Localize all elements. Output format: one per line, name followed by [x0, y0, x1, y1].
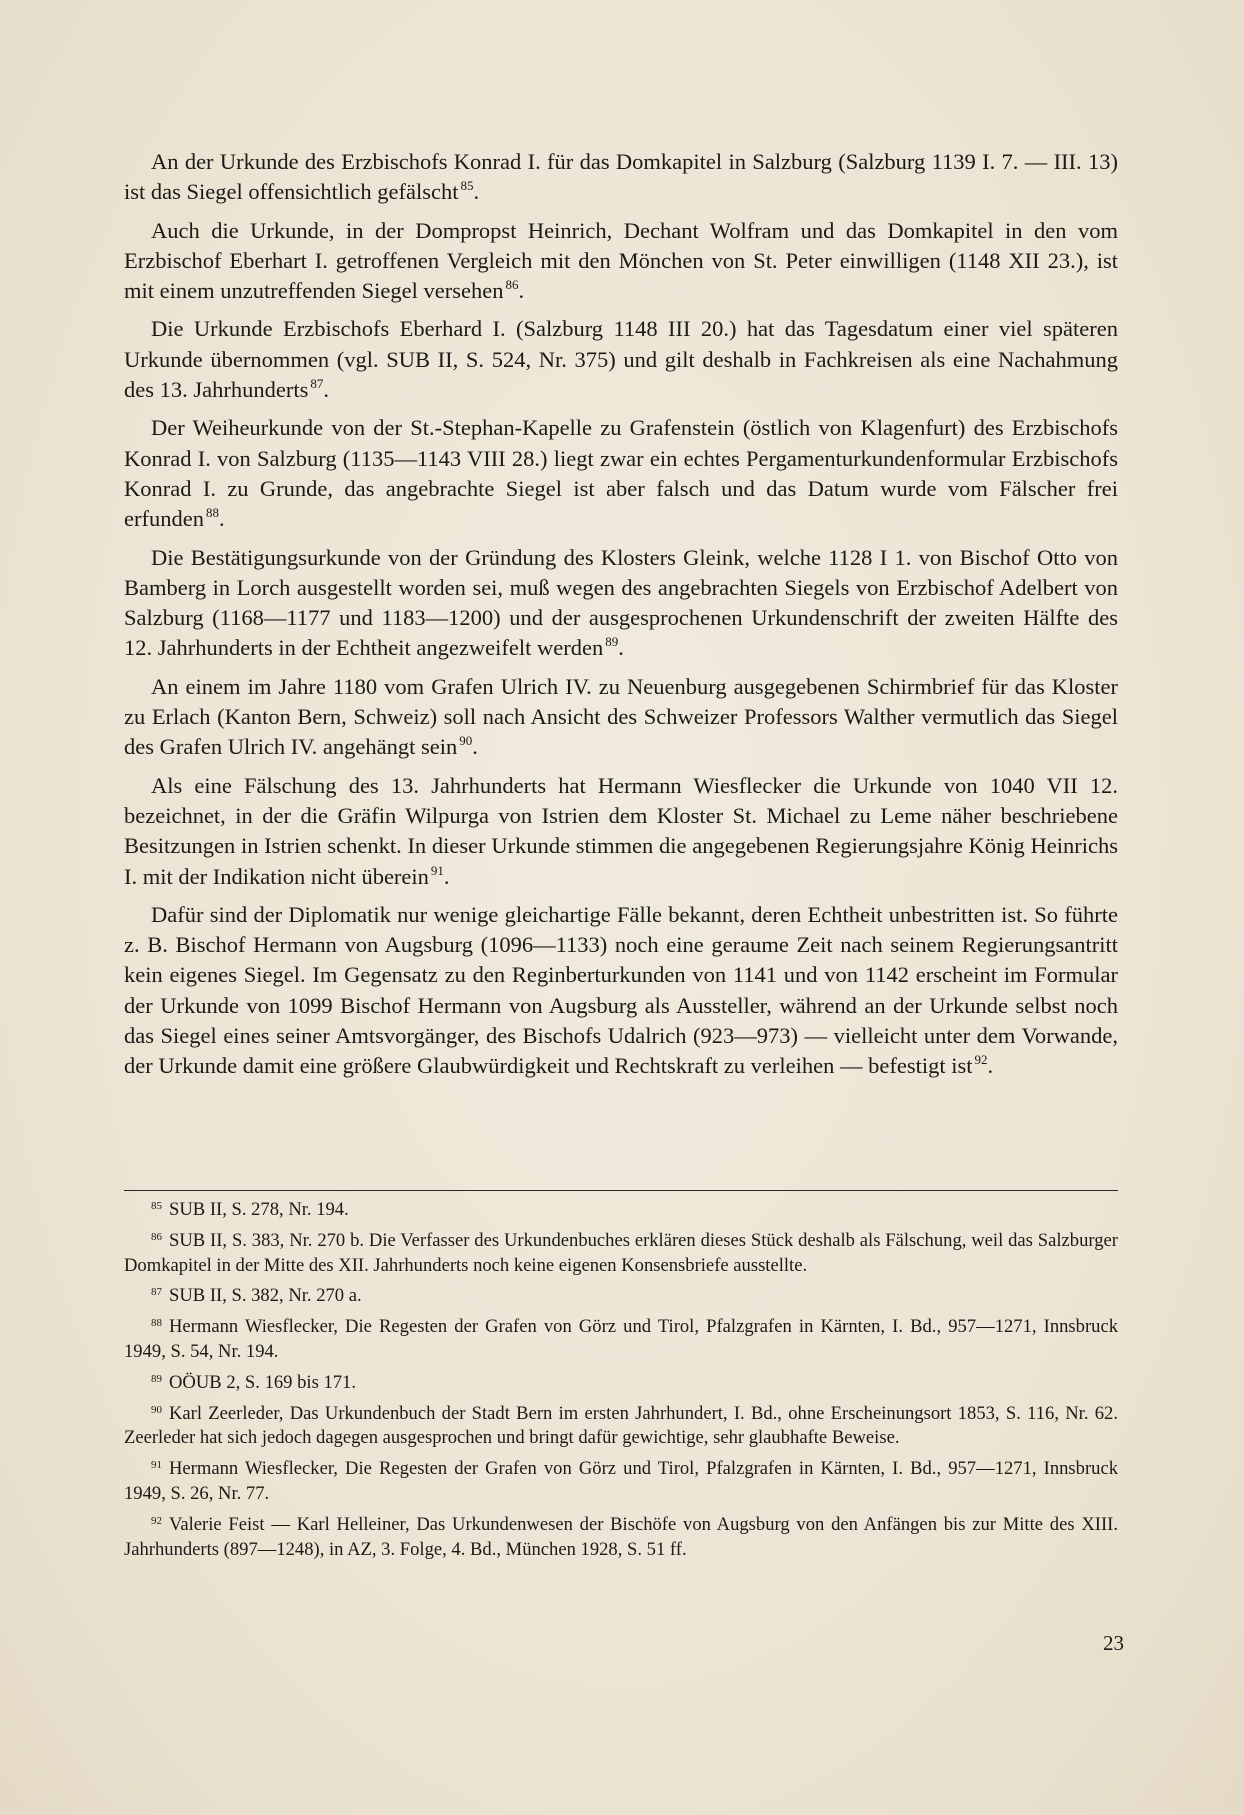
- paragraph: [124, 216, 1118, 307]
- paragraph-text: An der Urkunde des Erzbischofs Konrad I. für das Domkapitel in Salzburg (Salzburg 1139 I. 7. — III. 13) ist das Siegel offensichtlich gefälscht: [124, 149, 1118, 205]
- footnote-reference: 85: [460, 178, 474, 194]
- paragraph-text: Dafür sind der Diplomatik nur wenige gleichartige Fälle bekannt, deren Echtheit unbestritten ist. So führte z. B. Bischof Hermann von Augsburg (1096—1133) noch eine geraume Zeit nach seinem Regierungsantritt kein eigenes Siegel. Im Gegensatz zu den Reginberturkunden von 1141 und von 1142 erscheint im Formular der Urkunde von 1099 Bischof Hermann von Augsburg als Aussteller, während an der Urkunde selbst noch das Siegel eines seiner Amtsvorgänger, des Bischofs Udalrich (923—973) — vielleicht unter dem Vorwande, der Urkunde damit eine größere Glaubwürdigkeit und Rechtskraft zu verleihen — befestigt ist: [124, 901, 1118, 1079]
- footnote-number: 90: [151, 1403, 162, 1416]
- footnote-reference: 87: [310, 376, 324, 392]
- paragraph: [124, 314, 1118, 405]
- paragraph-text: Als eine Fälschung des 13. Jahrhunderts hat Hermann Wiesflecker die Urkunde von 1040 VII 12. bezeichnet, in der die Gräfin Wilpurga von Istrien dem Kloster St. Michael zu Leme näher beschriebene Besitzungen in Istrien schenkt. In dieser Urkunde stimmen die angegebenen Regierungsjahre König Heinrichs I. mit der Indikation nicht überein: [124, 772, 1118, 889]
- footnote-reference: 91: [430, 862, 444, 878]
- paragraph: [124, 900, 1118, 1082]
- paragraph-end: .: [618, 635, 624, 661]
- footnote-number: 88: [151, 1317, 162, 1330]
- paragraph: [124, 672, 1118, 763]
- paragraph-end: .: [443, 863, 450, 889]
- footnote-number: 92: [151, 1514, 162, 1527]
- footnote-reference: 90: [459, 733, 473, 749]
- footnote-text: OÖUB 2, S. 169 bis 171.: [169, 1371, 356, 1393]
- footnote: [124, 1198, 1118, 1223]
- footnote-text: SUB II, S. 382, Nr. 270 a.: [169, 1285, 362, 1307]
- paragraph-text: Die Bestätigungsurkunde von der Gründung des Klosters Gleink, welche 1128 I 1. von Bischof Otto von Bamberg in Lorch ausgestellt worden sei, muß wegen des angebrachten Siegels von Erzbischof Adelbert von Salzburg (1168—1177 und 1183—1200) und der ausgesprochenen Urkundenschrift der zweiten Hälfte des 12. Jahrhunderts in der Echtheit angezweifelt werden: [124, 544, 1118, 661]
- footnote-number: 91: [151, 1459, 162, 1472]
- paragraph-end: .: [987, 1053, 994, 1079]
- paragraph-end: .: [473, 179, 480, 205]
- paragraph: [124, 543, 1118, 664]
- footnote-reference: 86: [505, 277, 519, 293]
- paragraph-end: .: [323, 377, 329, 403]
- footnote: [124, 1315, 1118, 1365]
- paragraph: [124, 771, 1118, 892]
- main-text: [124, 147, 1118, 1090]
- footnote-reference: 88: [205, 505, 219, 521]
- footnote-reference: 92: [974, 1052, 988, 1068]
- footnote-reference: 89: [605, 634, 619, 650]
- footnote: [124, 1402, 1118, 1452]
- footnote-text: Valerie Feist — Karl Helleiner, Das Urkundenwesen der Bischöfe von Augsburg von den Anfängen bis zur Mitte des XIII. Jahrhunderts (897—1248), in AZ, 3. Folge, 4. Bd., München 1928, S. 51 ff.: [124, 1513, 1118, 1560]
- footnote-number: 85: [151, 1200, 162, 1212]
- paragraph-end: .: [218, 506, 225, 532]
- paragraph-text: Auch die Urkunde, in der Dompropst Heinrich, Dechant Wolfram und das Domkapitel in den vom Erzbischof Eberhart I. getroffenen Vergleich mit den Mönchen von St. Peter einwilligen (1148 XII 23.), ist mit einem unzutreffenden Siegel versehen: [124, 217, 1118, 304]
- paragraph-text: Die Urkunde Erzbischofs Eberhard I. (Salzburg 1148 III 20.) hat das Tagesdatum einer viel späteren Urkunde übernommen (vgl. SUB II, S. 524, Nr. 375) und gilt deshalb in Fachkreisen als eine Nachahmung des 13. Jahrhunderts: [124, 316, 1118, 403]
- footnote-text: Hermann Wiesflecker, Die Regesten der Grafen von Görz und Tirol, Pfalzgrafen in Kärnten, I. Bd., 957—1271, Innsbruck 1949, S. 26, Nr. 77.: [124, 1458, 1118, 1504]
- paragraph: [124, 413, 1118, 534]
- footnote: [124, 1229, 1118, 1279]
- paragraph-end: .: [518, 278, 525, 304]
- footnote: [124, 1457, 1118, 1507]
- footnote-number: 89: [151, 1372, 162, 1385]
- footnote: [124, 1284, 1118, 1309]
- footnote-divider: [124, 1190, 1118, 1191]
- paragraph-end: .: [472, 734, 478, 760]
- footnote-text: SUB II, S. 278, Nr. 194.: [169, 1199, 349, 1220]
- footnote-number: 87: [151, 1286, 162, 1299]
- paragraph: [124, 147, 1118, 208]
- footnote: [124, 1513, 1118, 1563]
- paragraph-text: An einem im Jahre 1180 vom Grafen Ulrich IV. zu Neuenburg ausgegebenen Schirmbrief für das Kloster zu Erlach (Kanton Bern, Schweiz) soll nach Ansicht des Schweizer Professors Walther vermutlich das Siegel des Grafen Ulrich IV. angehängt sein: [124, 673, 1118, 760]
- footnote-text: Karl Zeerleder, Das Urkundenbuch der Stadt Bern im ersten Jahrhundert, I. Bd., ohne Erscheinungsort 1853, S. 116, Nr. 62. Zeerleder hat sich jedoch dagegen ausgesprochen und bringt dafür gewichtige, sehr glaubhafte Beweise.: [124, 1402, 1118, 1449]
- footnote-text: Hermann Wiesflecker, Die Regesten der Grafen von Görz und Tirol, Pfalzgrafen in Kärnten, I. Bd., 957—1271, Innsbruck 1949, S. 54, Nr. 194.: [124, 1316, 1118, 1362]
- footnote-number: 86: [151, 1230, 162, 1243]
- paragraph-text: Der Weiheurkunde von der St.-Stephan-Kapelle zu Grafenstein (östlich von Klagenfurt) des Erzbischofs Konrad I. von Salzburg (1135—1143 VIII 28.) liegt zwar ein echtes Pergamenturkundenformular Erzbischofs Konrad I. zu Grunde, das angebrachte Siegel ist aber falsch und das Datum wurde vom Fälscher frei erfunden: [124, 415, 1118, 532]
- footnote-text: SUB II, S. 383, Nr. 270 b. Die Verfasser des Urkundenbuches erklären dieses Stück deshalb als Fälschung, weil das Salzburger Domkapitel in der Mitte des XII. Jahrhunderts noch keine eigenen Konsensbriefe ausstellte.: [124, 1229, 1118, 1276]
- footnote: [124, 1371, 1118, 1396]
- page-number: 23: [1103, 1631, 1124, 1655]
- footnotes: [124, 1198, 1118, 1568]
